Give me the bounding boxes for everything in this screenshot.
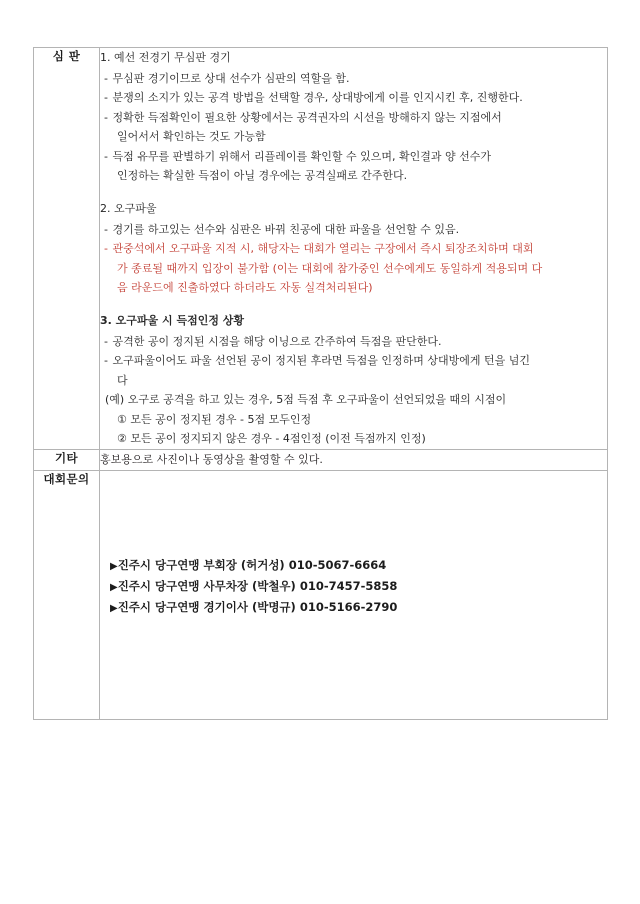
section-1-item-3-line-1: 정확한 득점확인이 필요한 상황에서는 공격권자의 시선을 방해하지 않는 지점에서 [112, 110, 502, 124]
contact-2-title: 사무차장 [203, 578, 248, 593]
contact-2-phone: 010-7457-5858 [299, 578, 398, 593]
dash-marker: - [104, 354, 109, 368]
section-3-numbered-1: ① 모든 공이 정지된 경우 - 5점 모두인정 [117, 412, 312, 426]
section-1-item-3 [100, 108, 607, 128]
section-3 [100, 311, 607, 449]
section-1-item-4 [100, 147, 607, 167]
dash-marker: - [104, 71, 109, 85]
dash-marker: - [104, 242, 109, 256]
contact-3-name: (박명규) [251, 599, 296, 614]
contact-1-org: 진주시 당구연맹 [117, 557, 200, 572]
contact-2-name: (박철우) [251, 578, 296, 593]
section-1-item-4-line-2: 인정하는 확실한 득점이 아닐 경우에는 공격실패로 간주한다. [117, 169, 408, 183]
section-2-heading: 2. 오구파울 [100, 202, 157, 216]
section-3-item-2-line-2: 다 [117, 373, 128, 387]
section-1-item-3-line-2: 일어서서 확인하는 것도 가능함 [117, 130, 266, 144]
other-text: 홍보용으로 사진이나 동영상을 촬영할 수 있다. [100, 452, 323, 466]
table-row-contact [34, 470, 608, 719]
contact-item-2 [110, 576, 599, 597]
contact-3-org: 진주시 당구연맹 [117, 599, 200, 614]
dash-marker: - [104, 110, 109, 124]
contact-list [110, 555, 599, 619]
section-1-item-1 [100, 69, 607, 89]
section-2-item-2-line-2: 가 종료될 때까지 입장이 불가함 (이는 대회에 참가중인 선수에게도 동일하게 적용되며 다 [117, 261, 543, 275]
table-row-other [34, 449, 608, 470]
section-3-numbered-2: ② 모든 공이 정지되지 않은 경우 - 4점인정 (이전 득점까지 인정) [117, 432, 426, 446]
row-label-contact: 대회문의 [34, 470, 100, 719]
section-3-example: (예) 오구로 공격을 하고 있는 경우, 5점 득점 후 오구파울이 선언되었을 때의 시점이 [105, 393, 507, 407]
dash-marker: - [104, 149, 109, 163]
section-3-item-2 [100, 351, 607, 371]
section-1-item-1-line-1: 무심판 경기이므로 상대 선수가 심판의 역할을 함. [112, 71, 350, 85]
section-2-item-2-line-1: 관중석에서 오구파울 지적 시, 해당자는 대회가 열리는 구장에서 즉시 퇴장조치하며 대회 [112, 242, 534, 256]
rules-table [33, 47, 608, 720]
contact-1-title: 부회장 [203, 557, 237, 572]
section-1-item-4-line-1: 득점 유무를 판별하기 위해서 리플레이를 확인할 수 있으며, 확인결과 양 선수가 [112, 149, 491, 163]
section-3-item-1 [100, 332, 607, 352]
contact-1-name: (허거성) [240, 557, 285, 572]
section-2-item-2 [100, 239, 607, 259]
row-label-referee: 심 판 [34, 48, 100, 450]
section-3-heading: 3. 오구파울 시 득점인정 상황 [100, 313, 245, 327]
section-3-item-2-line-1: 오구파울이어도 파울 선언된 공이 정지된 후라면 득점을 인정하며 상대방에게 턴을 넘긴 [112, 354, 530, 368]
contact-3-phone: 010-5166-2790 [299, 599, 398, 614]
contact-item-1 [110, 555, 599, 576]
section-1-item-2-line-1: 분쟁의 소지가 있는 공격 방법을 선택할 경우, 상대방에게 이를 인지시킨 후, 진행한다. [112, 91, 523, 105]
section-2 [100, 199, 607, 298]
section-1 [100, 48, 607, 186]
row-content-other [100, 449, 608, 470]
table-row-referee [34, 48, 608, 450]
dash-marker: - [104, 222, 109, 236]
section-2-item-1 [100, 220, 607, 240]
contact-2-org: 진주시 당구연맹 [117, 578, 200, 593]
contact-1-phone: 010-5067-6664 [288, 557, 387, 572]
section-1-item-2 [100, 88, 607, 108]
arrow-icon: ▶ [110, 581, 118, 593]
dash-marker: - [104, 334, 109, 348]
section-3-item-1-line-1: 공격한 공이 정지된 시점을 해당 이닝으로 간주하여 득점을 판단한다. [112, 334, 442, 348]
row-content-referee [100, 48, 608, 450]
section-1-heading: 1. 예선 전경기 무심판 경기 [100, 51, 231, 64]
section-2-item-1-line-1: 경기를 하고있는 선수와 심판은 바꿔 친공에 대한 파울을 선언할 수 있음. [112, 222, 460, 236]
contact-3-title: 경기이사 [203, 599, 248, 614]
row-content-contact [100, 470, 608, 719]
contact-item-3 [110, 597, 599, 618]
arrow-icon: ▶ [110, 560, 118, 572]
section-2-item-2-line-3: 음 라운드에 진출하였다 하더라도 자동 실격처리된다) [117, 281, 373, 295]
arrow-icon: ▶ [110, 602, 118, 614]
dash-marker: - [104, 91, 109, 105]
row-label-other: 기타 [34, 449, 100, 470]
